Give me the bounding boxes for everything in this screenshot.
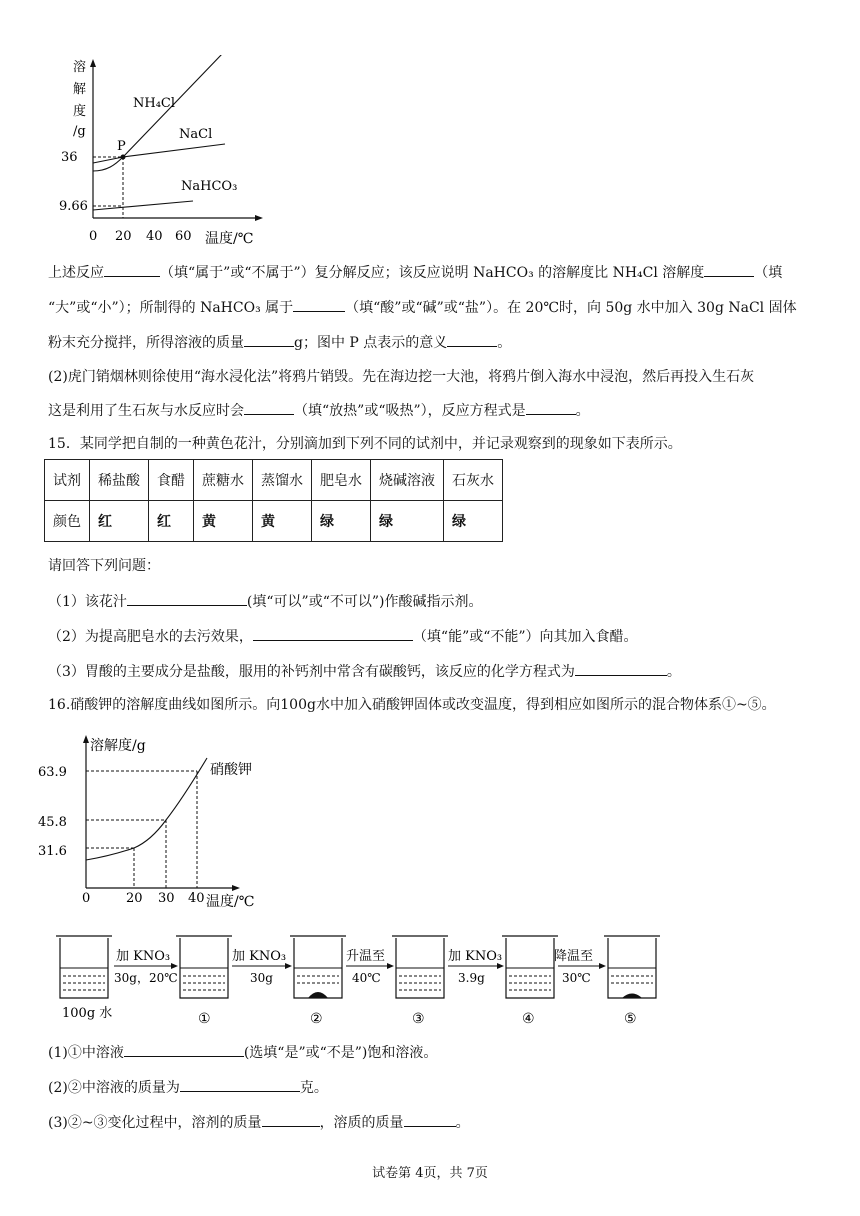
table-cell: 试剂 xyxy=(45,460,90,501)
step-4-top: 加 KNO₃ xyxy=(448,949,503,964)
kno3-solubility-chart xyxy=(30,730,280,910)
table-cell: 颜色 xyxy=(45,501,90,542)
table-cell: 食醋 xyxy=(149,460,194,501)
x-tick-20: 20 xyxy=(126,891,143,906)
x-tick-60: 60 xyxy=(175,229,192,244)
q14-line-2: “大”或“小”）；所制得的 NaHCO₃ 属于 （填“酸”或“碱”或“盐”）。在 20℃时，向 50g 水中加入 30g NaCl 固体 xyxy=(48,297,797,318)
y-label-4: /g xyxy=(73,124,86,139)
q16-sub-3: (3)②~③变化过程中，溶剂的质量 ，溶质的质量 。 xyxy=(48,1112,470,1133)
table-cell: 稀盐酸 xyxy=(90,460,149,501)
answer-blank[interactable] xyxy=(104,262,160,277)
nh4cl-label: NH₄Cl xyxy=(133,96,176,111)
table-cell: 绿 xyxy=(444,501,503,542)
point-p-label: P xyxy=(117,139,126,154)
q16-sub-1: (1)①中溶液 (选填“是”或“不是”)饱和溶液。 xyxy=(48,1042,437,1063)
answer-blank[interactable] xyxy=(575,661,667,676)
y-label-2: 解 xyxy=(73,82,87,97)
y-tick-36: 36 xyxy=(61,150,78,165)
y-axis-arrow xyxy=(90,59,96,67)
table-cell: 红 xyxy=(149,501,194,542)
x-tick-40: 40 xyxy=(188,891,205,906)
y-label-3: 度 xyxy=(73,104,87,119)
process-diagram xyxy=(50,930,750,1030)
indicator-table xyxy=(44,459,503,542)
answer-blank[interactable] xyxy=(262,1112,320,1127)
beaker-5 xyxy=(604,936,660,998)
q16-title: 16.硝酸钾的溶解度曲线如图所示。向100g水中加入硝酸钾固体或改变温度，得到相应如图所示的混合物体系①~⑤。 xyxy=(48,697,776,713)
answer-blank[interactable] xyxy=(244,332,294,347)
answer-blank[interactable] xyxy=(180,1077,300,1092)
q15-prompt: 请回答下列问题： xyxy=(48,558,160,574)
step-4-bottom: 3.9g xyxy=(458,971,485,985)
step-2-bottom: 30g xyxy=(250,971,273,985)
beaker-label-4: ④ xyxy=(522,1011,535,1027)
step-1-top: 加 KNO₃ xyxy=(116,949,171,964)
x-tick-20: 20 xyxy=(115,229,132,244)
x-tick-30: 30 xyxy=(158,891,175,906)
water-label: 100g 水 xyxy=(62,1006,113,1021)
x-tick-40: 40 xyxy=(146,229,163,244)
step-3-bottom: 40℃ xyxy=(352,971,381,985)
q14-line-5: 这是利用了生石灰与水反应时会 （填“放热”或“吸热”），反应方程式是 。 xyxy=(48,400,590,421)
beaker-water xyxy=(56,936,112,998)
x-tick-0: 0 xyxy=(82,891,91,906)
answer-blank[interactable] xyxy=(293,297,345,312)
beaker-label-2: ② xyxy=(310,1011,323,1027)
q14-line-1: 上述反应 （填“属于”或“不属于”）复分解反应；该反应说明 NaHCO₃ 的溶解度比 NH₄Cl 溶解度 （填 xyxy=(48,262,782,283)
table-row xyxy=(45,460,503,501)
q15-sub-3: （3）胃酸的主要成分是盐酸，服用的补钙剂中常含有碳酸钙，该反应的化学方程式为 。 xyxy=(48,661,681,682)
step-1-bottom: 30g，20℃ xyxy=(114,971,178,985)
nacl-curve xyxy=(93,144,225,163)
beaker-3 xyxy=(392,936,448,998)
beaker-1 xyxy=(176,936,232,998)
q16-sub-2: (2)②中溶液的质量为 克。 xyxy=(48,1077,328,1098)
y-tick-63.9: 63.9 xyxy=(38,765,67,780)
nh4cl-curve xyxy=(93,55,223,171)
answer-blank[interactable] xyxy=(704,262,754,277)
beaker-4 xyxy=(502,936,558,998)
table-cell: 黄 xyxy=(194,501,253,542)
y-tick-31.6: 31.6 xyxy=(38,844,67,859)
step-2-top: 加 KNO₃ xyxy=(232,949,287,964)
x-label: 温度/℃ xyxy=(205,231,254,247)
table-cell: 烧碱溶液 xyxy=(371,460,444,501)
kno3-curve xyxy=(86,758,207,860)
step-5-bottom: 30℃ xyxy=(562,971,591,985)
answer-blank[interactable] xyxy=(127,591,247,606)
answer-blank[interactable] xyxy=(526,400,576,415)
answer-blank[interactable] xyxy=(404,1112,456,1127)
beaker-label-5: ⑤ xyxy=(624,1011,637,1027)
step-3-top: 升温至 xyxy=(346,949,386,964)
solubility-chart-1 xyxy=(55,55,265,250)
y-label-1: 溶 xyxy=(73,60,87,75)
q15-title: 15．某同学把自制的一种黄色花汁，分别滴加到下列不同的试剂中，并记录观察到的现象如下表所示。 xyxy=(48,436,682,452)
x-label: 温度/℃ xyxy=(206,894,255,910)
table-cell: 蒸馏水 xyxy=(253,460,312,501)
table-cell: 肥皂水 xyxy=(312,460,371,501)
table-cell: 蔗糖水 xyxy=(194,460,253,501)
answer-blank[interactable] xyxy=(253,626,413,641)
answer-blank[interactable] xyxy=(124,1042,244,1057)
x-tick-0: 0 xyxy=(89,229,98,244)
x-axis-arrow xyxy=(232,885,240,891)
q14-line-3: 粉末充分搅拌，所得溶液的质量 g；图中 P 点表示的意义 。 xyxy=(48,332,511,353)
y-tick-9.66: 9.66 xyxy=(59,199,88,214)
table-cell: 绿 xyxy=(312,501,371,542)
table-row xyxy=(45,501,503,542)
answer-blank[interactable] xyxy=(447,332,497,347)
beaker-2 xyxy=(290,936,346,998)
y-axis-arrow xyxy=(83,735,89,743)
answer-blank[interactable] xyxy=(244,400,294,415)
table-cell: 红 xyxy=(90,501,149,542)
y-label: 溶解度/g xyxy=(90,738,146,754)
nahco3-label: NaHCO₃ xyxy=(181,179,238,194)
kno3-label: 硝酸钾 xyxy=(210,762,252,778)
q15-sub-2: （2）为提高肥皂水的去污效果， （填“能”或“不能”）向其加入食醋。 xyxy=(48,626,638,647)
q14-line-4: (2)虎门销烟林则徐使用“海水浸化法”将鸦片销毁。先在海边挖一大池，将鸦片倒入海水中浸泡，然后再投入生石灰 xyxy=(48,369,755,385)
x-axis-arrow xyxy=(255,215,263,221)
point-p xyxy=(121,155,126,160)
page-footer: 试卷第 4页，共 7页 xyxy=(372,1166,488,1181)
nacl-label: NaCl xyxy=(179,127,213,142)
beaker-label-3: ③ xyxy=(412,1011,425,1027)
table-cell: 绿 xyxy=(371,501,444,542)
q15-sub-1: （1）该花汁 (填“可以”或“不可以”)作酸碱指示剂。 xyxy=(48,591,482,612)
beaker-label-1: ① xyxy=(198,1011,211,1027)
step-5-top: 降温至 xyxy=(554,949,594,964)
table-cell: 石灰水 xyxy=(444,460,503,501)
table-cell: 黄 xyxy=(253,501,312,542)
y-tick-45.8: 45.8 xyxy=(38,815,67,830)
